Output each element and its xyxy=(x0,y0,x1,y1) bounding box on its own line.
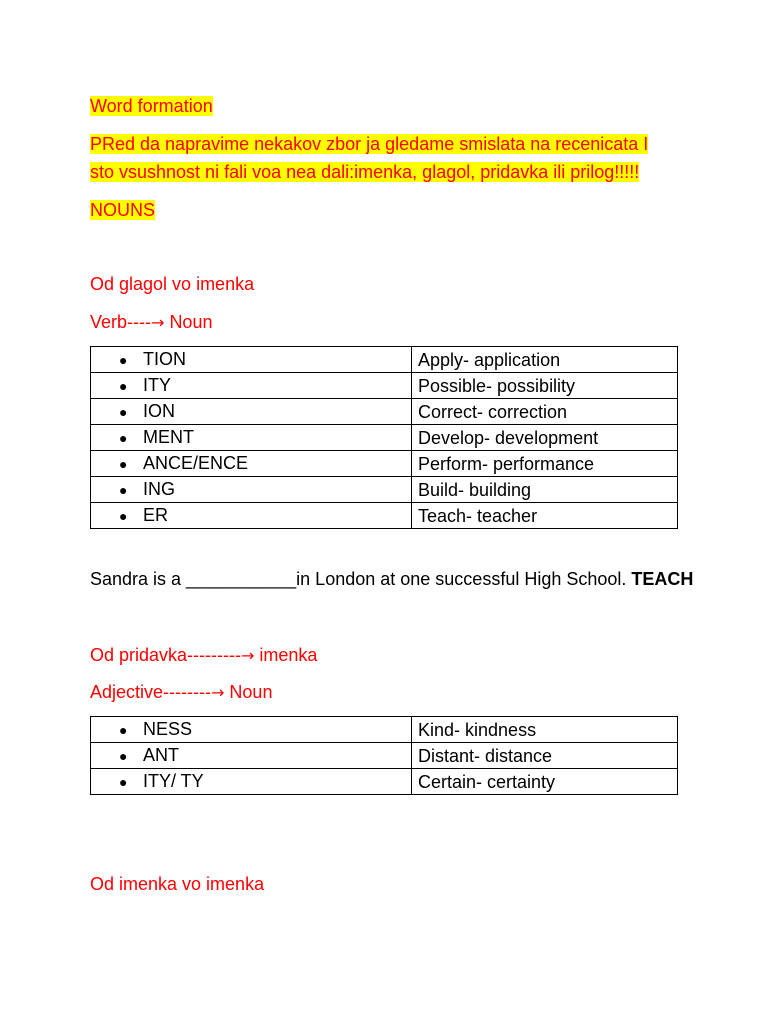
table-row xyxy=(91,769,678,795)
section-title-nouns: NOUNS xyxy=(90,200,156,220)
table-row xyxy=(91,477,678,503)
suffix-text: ION xyxy=(143,401,176,421)
example-cell: Possible- possibility xyxy=(412,373,678,399)
example-cell: Correct- correction xyxy=(412,399,678,425)
suffix-text: TION xyxy=(143,349,186,369)
example-cell: Build- building xyxy=(412,477,678,503)
example-cell: Teach- teacher xyxy=(412,503,678,529)
example-cell: Certain- certainty xyxy=(412,769,678,795)
example-cell: Distant- distance xyxy=(412,743,678,769)
right-arrow-icon: → xyxy=(211,683,225,702)
suffix-text: ER xyxy=(143,505,169,525)
adjective-suffix-table xyxy=(90,716,678,795)
intro-line-2: sto vsushnost ni fali voa nea dali:imenka, glagol, pridavka ili prilog!!!!! xyxy=(90,162,640,182)
adjective-section-title: Od pridavka---------→ imenka xyxy=(90,645,318,665)
suffix-text: ITY/ TY xyxy=(143,771,204,791)
exercise-sentence: Sandra is a ___________in London at one successful High School. TEACH xyxy=(90,569,694,589)
noun-section-title: Od imenka vo imenka xyxy=(90,874,265,894)
suffix-text: NESS xyxy=(143,719,193,739)
exercise-keyword: TEACH xyxy=(631,569,694,589)
table-row xyxy=(91,425,678,451)
bullet-icon: ● xyxy=(119,774,128,790)
example-cell: Develop- development xyxy=(412,425,678,451)
verb-suffix-table xyxy=(90,346,678,529)
suffix-cell xyxy=(91,743,412,769)
suffix-text: ING xyxy=(143,479,176,499)
suffix-cell xyxy=(91,769,412,795)
bullet-icon: ● xyxy=(119,378,128,394)
verb-section-title: Od glagol vo imenka xyxy=(90,274,255,294)
suffix-cell xyxy=(91,425,412,451)
bullet-icon: ● xyxy=(119,722,128,738)
bullet-icon: ● xyxy=(119,404,128,420)
suffix-cell xyxy=(91,399,412,425)
intro-line-1: PRed da napravime nekakov zbor ja gledame smislata na recenicata I xyxy=(90,134,649,154)
right-arrow-icon: → xyxy=(151,313,165,332)
suffix-text: ANT xyxy=(143,745,179,765)
example-cell: Kind- kindness xyxy=(412,717,678,743)
suffix-cell xyxy=(91,503,412,529)
bullet-icon: ● xyxy=(119,456,128,472)
table-row xyxy=(91,399,678,425)
verb-section-subtitle: Verb----→ Noun xyxy=(90,312,213,332)
bullet-icon: ● xyxy=(119,508,128,524)
suffix-cell xyxy=(91,477,412,503)
suffix-cell xyxy=(91,373,412,399)
example-cell: Perform- performance xyxy=(412,451,678,477)
right-arrow-icon: → xyxy=(241,646,255,665)
bullet-icon: ● xyxy=(119,482,128,498)
suffix-text: ITY xyxy=(143,375,172,395)
suffix-text: MENT xyxy=(143,427,194,447)
suffix-cell xyxy=(91,347,412,373)
table-row xyxy=(91,347,678,373)
table-row xyxy=(91,717,678,743)
document-heading: Word formation xyxy=(90,96,213,116)
bullet-icon: ● xyxy=(119,352,128,368)
table-row xyxy=(91,373,678,399)
table-row xyxy=(91,743,678,769)
example-cell: Apply- application xyxy=(412,347,678,373)
bullet-icon: ● xyxy=(119,748,128,764)
table-row xyxy=(91,503,678,529)
table-row xyxy=(91,451,678,477)
bullet-icon: ● xyxy=(119,430,128,446)
suffix-cell xyxy=(91,451,412,477)
adjective-section-subtitle: Adjective--------→ Noun xyxy=(90,682,273,702)
suffix-text: ANCE/ENCE xyxy=(143,453,249,473)
suffix-cell xyxy=(91,717,412,743)
